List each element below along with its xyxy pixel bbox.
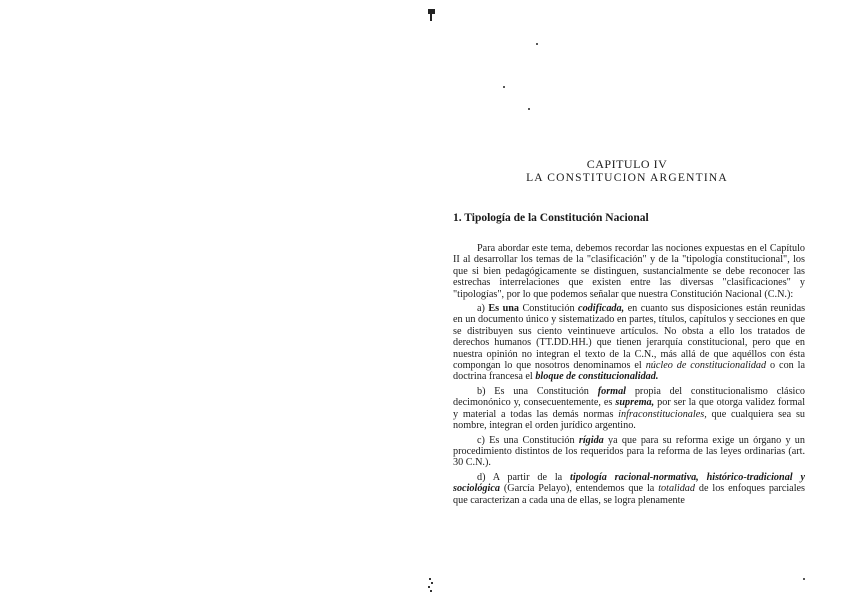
paragraph-a: a) Es una Constitución codificada, en cuanto sus disposiciones están reunidas en un documento único y sistematizado en partes, títulos, capítulos y secciones en que se distribuyen sus ciento veintinueve artículos. No obsta a ello los tratados de derechos humanos (TT.DD.HH.) que tienen jerarquía constitucional, pero que en nuestra opinión no integran el texto de la C.N., más allá de que aquéllos con ésta compongan lo que nosotros denominamos el núcleo de constitucionalidad o con la doctrina francesa el bloque de constitucionalidad. <box>453 303 806 383</box>
scan-speck <box>528 108 530 110</box>
paragraph-c: c) Es una Constitución rígida ya que para su reforma exige un órgano y un procedimiento distintos de los requeridos para la reforma de las leyes ordinarias (art. 30 C.N.). <box>453 434 805 469</box>
body-text <box>453 243 805 509</box>
scan-speck <box>503 86 505 88</box>
scan-speck <box>803 578 805 580</box>
scan-artifact-mark <box>428 9 436 21</box>
chapter-number: CAPITULO IV <box>586 157 668 171</box>
section-heading: 1. Tipología de la Constitución Nacional <box>453 212 649 224</box>
paragraph-intro: Para abordar este tema, debemos recordar las nociones expuestas en el Capítulo II al desarrollar los temas de la "clasificación" y de la "tipología constitucional", los que si bien pedagógicamente se distinguen, sustancialmente se debe reconocer las estrechas interrelaciones que existen entre las diversas "clasificaciones" y "tipologías", por lo que podemos señalar que nuestra Constitución Nacional (C.N.): <box>453 243 805 300</box>
scan-speck <box>536 43 538 45</box>
paragraph-b: b) Es una Constitución formal propia del constitucionalismo clásico decimonónico y, consecuentemente, es suprema, por ser la que otorga validez formal y material a todas las demás normas infraconstitucionales, que cualquiera sea su nombre, integran el orden jurídico argentino. <box>453 385 806 432</box>
paragraph-d: d) A partir de la tipología racional-normativa, histórico-tradicional y sociológica (García Pelayo), entendemos que la totalidad de los enfoques parciales que caracterizan a cada una de ellas, se logra plenamente <box>453 471 806 506</box>
scan-artifact-mark <box>428 578 434 594</box>
chapter-title: LA CONSTITUCION ARGENTINA <box>526 172 728 184</box>
